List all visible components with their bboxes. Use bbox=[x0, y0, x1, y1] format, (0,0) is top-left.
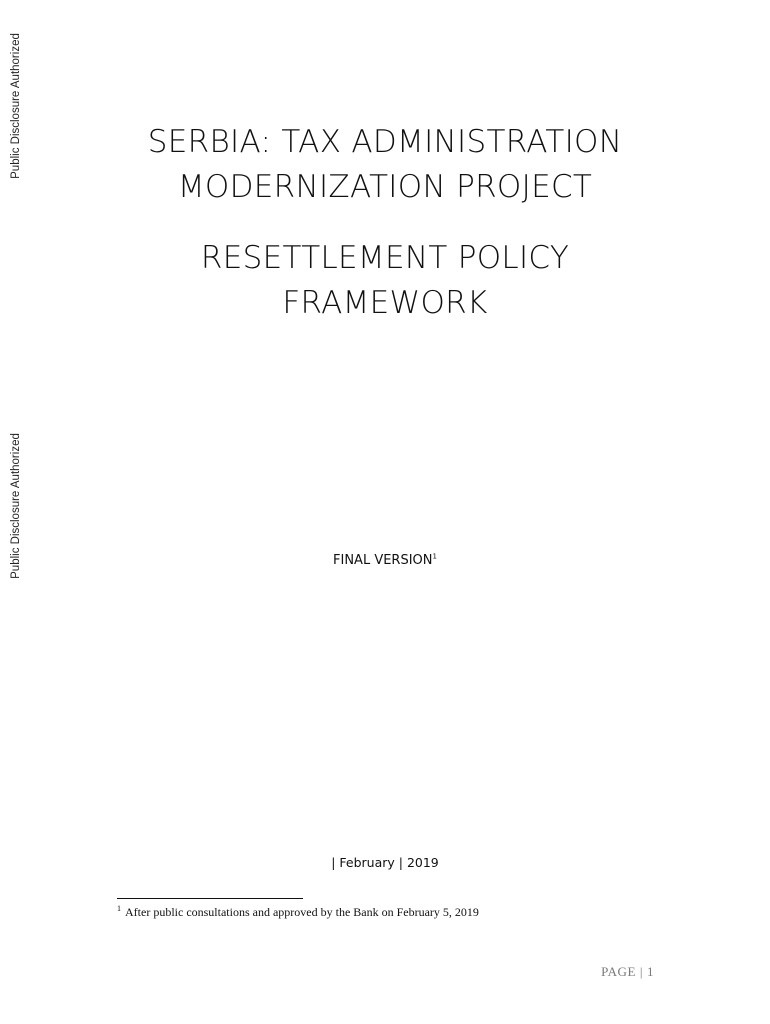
footnote-divider bbox=[117, 898, 303, 899]
subtitle-line-2: FRAMEWORK bbox=[282, 285, 488, 321]
title-line-2: MODERNIZATION PROJECT bbox=[177, 169, 593, 205]
footnote-marker: 1 bbox=[117, 904, 121, 913]
title-line-1: SERBIA: TAX ADMINISTRATION bbox=[147, 124, 623, 160]
disclosure-watermark-bottom: Public Disclosure Authorized bbox=[10, 433, 22, 579]
subtitle-line-1: RESETTLEMENT POLICY bbox=[200, 240, 570, 276]
version-text: FINAL VERSION bbox=[333, 553, 433, 568]
page-number-value: 1 bbox=[647, 964, 654, 979]
document-title bbox=[0, 120, 770, 210]
page-separator: | bbox=[639, 964, 643, 979]
document-subtitle bbox=[0, 236, 770, 326]
page-label: PAGE bbox=[601, 964, 636, 979]
disclosure-watermark-top: Public Disclosure Authorized bbox=[10, 33, 22, 179]
footnote-text: After public consultations and approved by the Bank on February 5, 2019 bbox=[125, 905, 479, 919]
version-label bbox=[0, 553, 770, 568]
page-number bbox=[601, 964, 654, 980]
version-footnote-ref: 1 bbox=[432, 552, 437, 561]
document-date: | February | 2019 bbox=[331, 855, 439, 870]
footnote bbox=[117, 905, 479, 920]
